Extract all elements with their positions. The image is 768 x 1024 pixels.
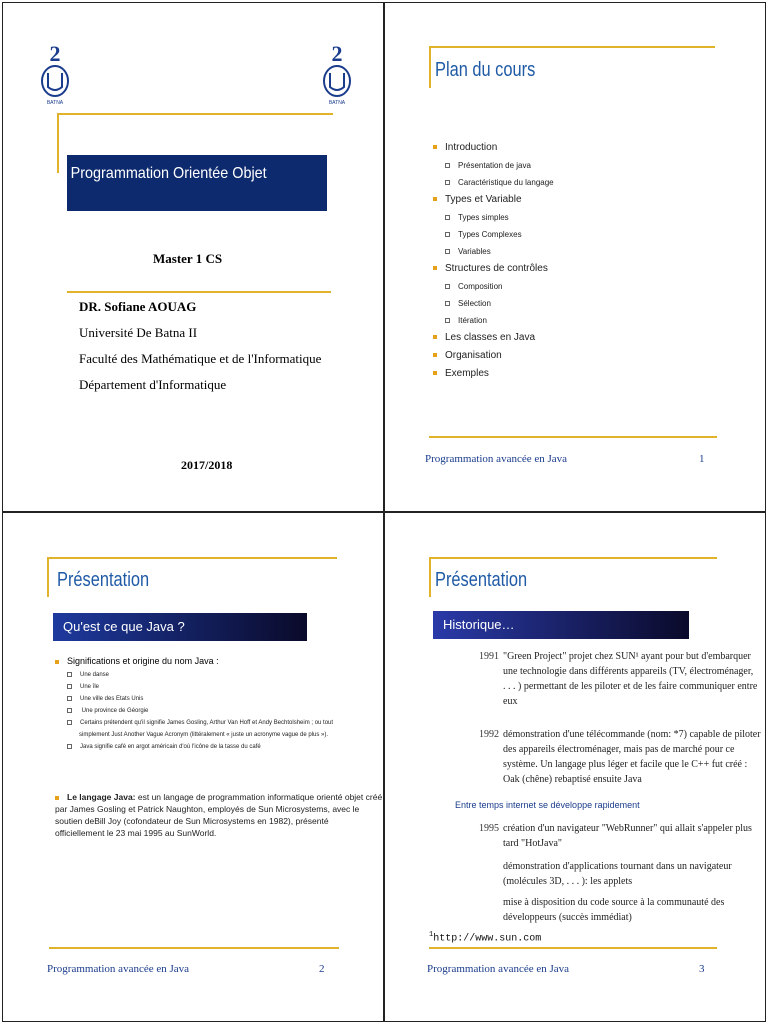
bullet-icon: [55, 660, 59, 664]
page-number: 2: [319, 963, 325, 975]
svg-text:BATNA: BATNA: [328, 100, 346, 105]
section-band: Qu'est ce que Java ?: [53, 613, 307, 641]
list-item: Significations et origine du nom Java :: [67, 656, 219, 666]
event-year: 1992: [479, 729, 499, 740]
list-item: Types simples: [433, 209, 753, 226]
footer-line: [49, 947, 339, 949]
accent-line: [47, 557, 337, 559]
page-number: 3: [699, 963, 705, 975]
accent-line: [57, 113, 59, 173]
svg-text:2: 2: [331, 43, 343, 66]
history-event: 1991 "Green Project" projet chez SUN¹ ayant pour but d'embarquer une technologie dans différents appareils (TV, électroménager, . . . ) permettant de les piloter et de les faire communiquer entre eux: [479, 651, 758, 707]
list-item: Exemples: [433, 365, 753, 383]
list-item: Une danse: [67, 669, 375, 681]
bullet-icon: [433, 353, 437, 357]
footnote-url: http://www.sun.com: [433, 933, 542, 945]
accent-line: [57, 113, 333, 115]
svg-text:2: 2: [49, 43, 61, 66]
list-item: Variables: [433, 243, 753, 260]
accent-line: [67, 291, 331, 293]
list-item: Introduction: [433, 139, 753, 157]
slide-1: [2, 2, 384, 512]
list-item-continuation: simplement Just Another Vague Acronym (littéralement « juste un acronyme vague de plus »).: [79, 732, 329, 738]
author-name: DR. Sofiane AOUAG: [79, 299, 197, 314]
list-item: Organisation: [433, 347, 753, 365]
slide-3: [2, 512, 384, 1022]
list-item: Présentation de java: [433, 157, 753, 174]
bullet-icon: [55, 796, 59, 800]
accent-line: [429, 46, 715, 48]
list-item: Certains prétendent qu'il signifie James Gosling, Arthur Van Hoff et Andy Bechtolsheim ; ou tout: [67, 717, 375, 729]
history-detail: mise à disposition du code source à la communauté des développeurs (succès immédiat): [503, 897, 725, 923]
accent-line: [429, 557, 717, 559]
sub-bullet-icon: [67, 696, 72, 701]
university-logo: [37, 43, 73, 105]
sub-bullet-icon: [445, 180, 450, 185]
slide-title: Présentation: [435, 569, 528, 591]
sub-bullet-icon: [67, 720, 72, 725]
sub-bullet-icon: [445, 301, 450, 306]
footer-line: [429, 947, 717, 949]
page-number: 1: [699, 453, 705, 465]
footer-course-name: Programmation avancée en Java: [47, 963, 190, 975]
history-event: 1995 création d'un navigateur "WebRunner" qui allait s'appeler plus tard "HotJava": [479, 823, 752, 849]
title-band: [67, 155, 327, 211]
bullet-icon: [433, 145, 437, 149]
svg-text:BATNA: BATNA: [46, 100, 64, 105]
list-item: Itération: [433, 312, 753, 329]
history-detail: démonstration d'applications tournant dans un navigateur (molécules 3D, . . . ): les applets: [503, 861, 732, 887]
presentation-title: Programmation Orientée Objet: [70, 165, 267, 182]
sub-bullet-icon: [67, 708, 72, 713]
affiliation-faculty: Faculté des Mathématique et de l'Informatique: [79, 351, 322, 366]
sub-bullet-icon: [445, 215, 450, 220]
event-year: 1995: [479, 823, 499, 834]
event-year: 1991: [479, 651, 499, 662]
list-item: Types Complexes: [433, 226, 753, 243]
list-item: Caractéristique du langage: [433, 174, 753, 191]
course-level: Master 1 CS: [153, 251, 223, 266]
list-item: Une province de Géorgie: [67, 705, 375, 717]
slide-title: Plan du cours: [435, 59, 536, 81]
sub-bullet-icon: [445, 232, 450, 237]
list-item: Structures de contrôles: [433, 260, 753, 278]
affiliation-department: Département d'Informatique: [79, 377, 227, 392]
footer-line: [429, 436, 717, 438]
history-event: 1992 démonstration d'une télécommande (nom: *7) capable de piloter des appareils électroménager, mais pas de marché pour ce système. Un langage plus léger et facile que le C++ fut créé : Oak (chêne) rebaptisé ensuite Java: [479, 729, 761, 785]
sub-bullet-icon: [67, 684, 72, 689]
sub-bullet-icon: [445, 163, 450, 168]
sub-bullet-icon: [445, 249, 450, 254]
footnote: [429, 931, 541, 944]
bullet-icon: [433, 335, 437, 339]
list-item: Sélection: [433, 295, 753, 312]
footer-course-name: Programmation avancée en Java: [425, 453, 568, 465]
list-item: Types et Variable: [433, 191, 753, 209]
university-logo: [319, 43, 355, 105]
academic-year: 2017/2018: [181, 458, 233, 472]
accent-line: [429, 557, 431, 597]
outline-list: [433, 139, 753, 383]
footer-course-name: Programmation avancée en Java: [427, 963, 570, 975]
java-origin-list: [55, 653, 375, 753]
list-item: Composition: [433, 278, 753, 295]
slide-4: [384, 512, 766, 1022]
sub-bullet-icon: [67, 672, 72, 677]
accent-line: [429, 46, 431, 88]
java-definition: Le langage Java: est un langage de programmation informatique orienté objet créé par James Gosling et Patrick Naughton, employés de Sun Microsystems, avec le soutien deBill Joy (cofondateur de Sun Microsystems en 1982), présenté officiellement le 23 mai 1995 au SunWorld.: [55, 792, 383, 838]
bullet-icon: [433, 197, 437, 201]
definition-label: Le langage Java:: [67, 792, 136, 802]
slide-title: Présentation: [57, 569, 150, 591]
sub-bullet-icon: [67, 744, 72, 749]
list-item: Java signifie café en argot américain d'où l'icône de la tasse du café: [67, 741, 375, 753]
list-item: Les classes en Java: [433, 329, 753, 347]
list-item: Une île: [67, 681, 375, 693]
slide-2: [384, 2, 766, 512]
affiliation-university: Université De Batna II: [79, 325, 198, 340]
accent-line: [47, 557, 49, 597]
bullet-icon: [433, 371, 437, 375]
footnote-mark: 1: [429, 931, 434, 939]
list-item: Une ville des Etats Unis: [67, 693, 375, 705]
bullet-icon: [433, 266, 437, 270]
sub-bullet-icon: [445, 318, 450, 323]
history-interlude: Entre temps internet se développe rapidement: [455, 800, 640, 810]
sub-bullet-icon: [445, 284, 450, 289]
section-band: Historique…: [433, 611, 689, 639]
